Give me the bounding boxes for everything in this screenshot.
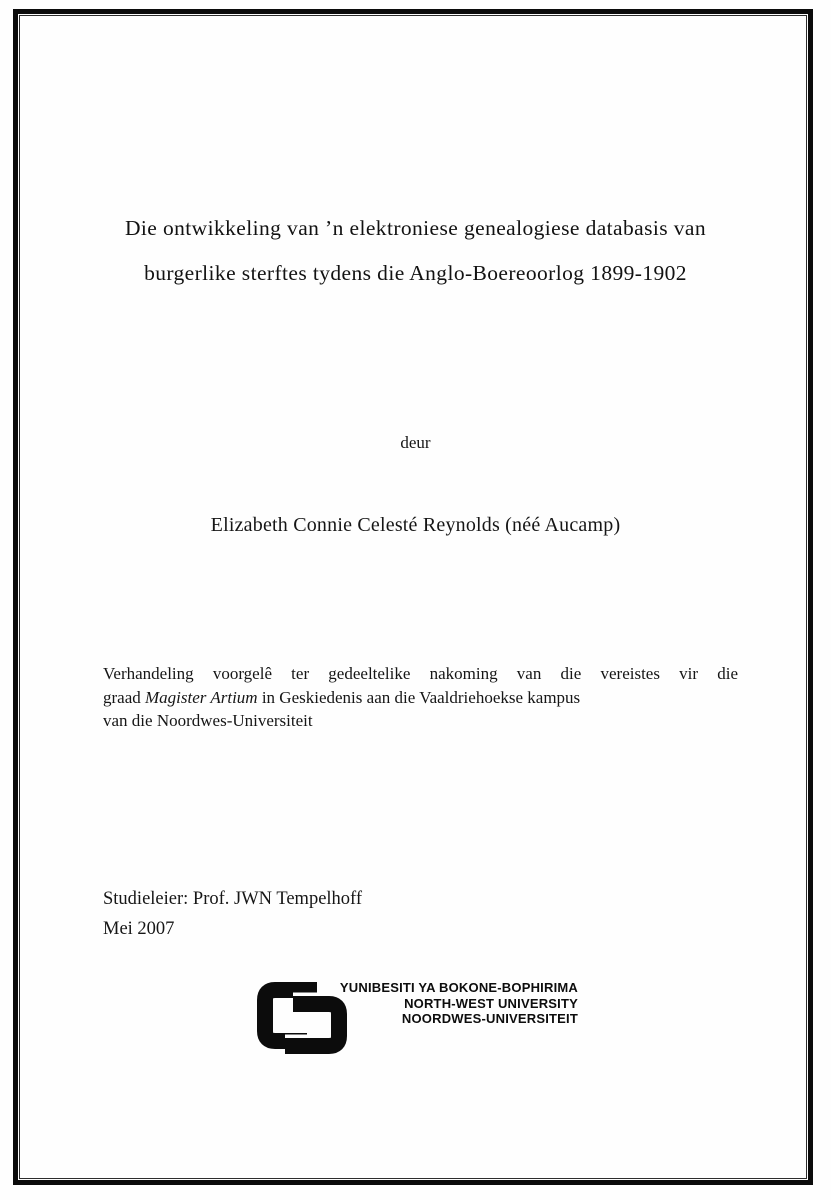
university-wordmark <box>320 980 578 1027</box>
wordmark-english: NORTH-WEST UNIVERSITY <box>404 995 578 1011</box>
supervisor-line: Studieleier: Prof. JWN Tempelhoff <box>103 889 363 909</box>
wordmark-afrikaans: NOORDWES-UNIVERSITEIT <box>401 1011 578 1027</box>
thesis-title <box>60 206 771 296</box>
submission-line2-suffix: in Geskiedenis aan die Vaaldriehoekse kampus <box>257 687 581 707</box>
submission-line1: Verhandeling voorgelê ter gedeeltelike nakoming van die vereistes vir die <box>103 664 738 683</box>
submission-statement <box>103 662 738 733</box>
thesis-title-line1: Die ontwikkeling van ’n elektroniese genealogiese databasis van <box>124 216 707 240</box>
author-name: Elizabeth Connie Celesté Reynolds (néé Aucamp) <box>210 514 621 536</box>
byline: deur <box>400 433 431 452</box>
university-logo <box>257 980 587 1058</box>
wordmark-setswana: YUNIBESITI YA BOKONE-BOPHIRIMA <box>339 980 578 995</box>
submission-line2 <box>103 686 738 710</box>
submission-line3: van die Noordwes-Universiteit <box>103 711 313 730</box>
date-line: Mei 2007 <box>103 919 175 939</box>
submission-line2-prefix: graad <box>103 687 146 707</box>
degree-name: Magister Artium <box>145 687 258 707</box>
thesis-title-line2: burgerlike sterftes tydens die Anglo-Boereoorlog 1899-1902 <box>144 261 687 285</box>
supervisor-block <box>103 884 362 944</box>
